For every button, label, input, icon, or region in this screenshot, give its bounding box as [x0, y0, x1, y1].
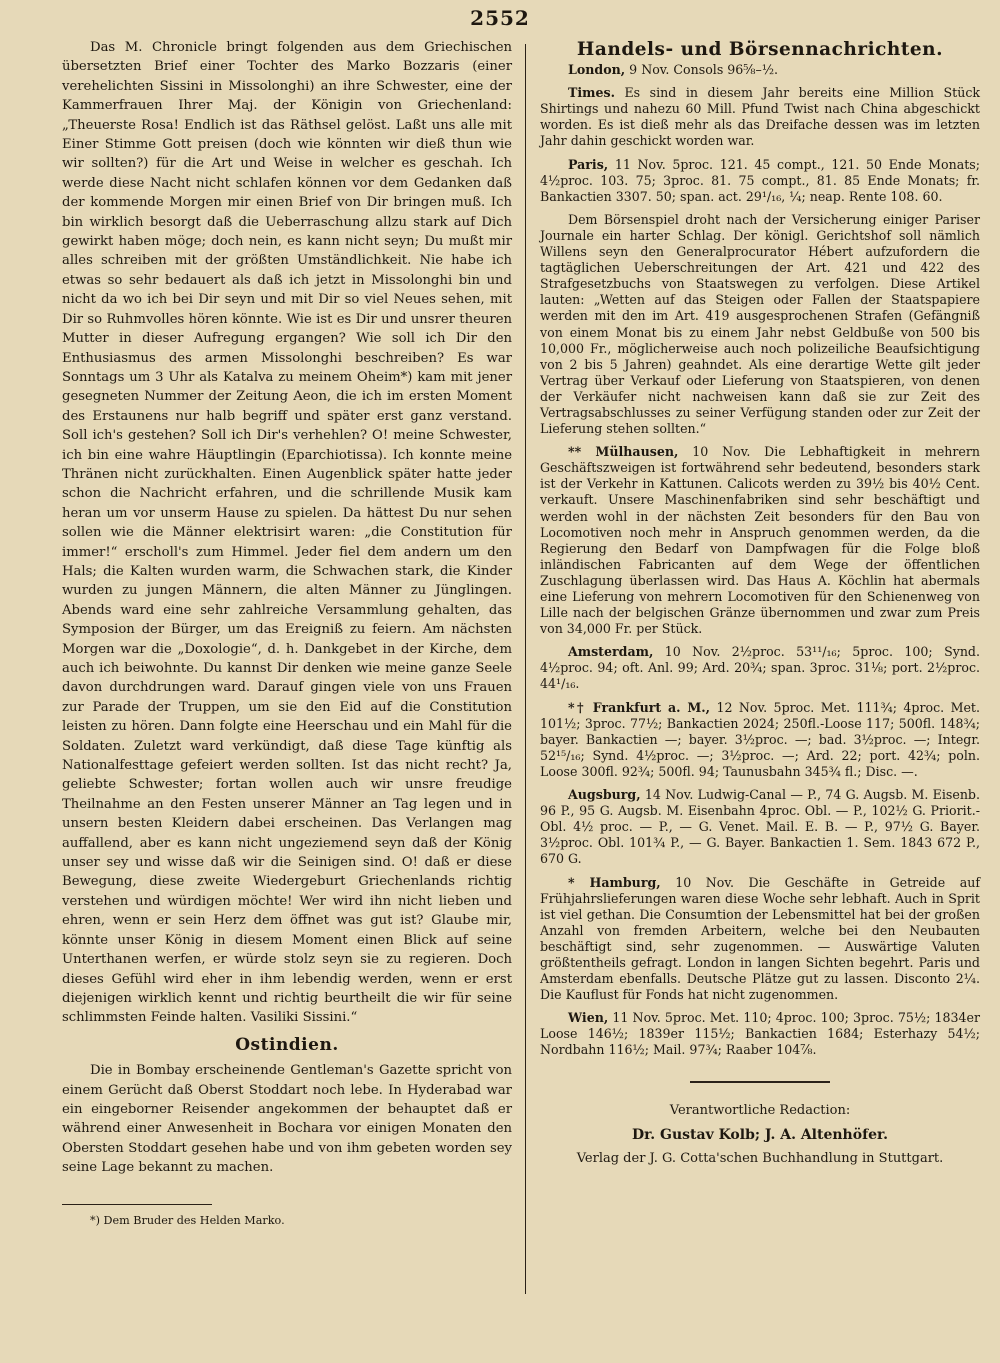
text-london: 9 Nov. Consols 96⅝–½. [625, 62, 779, 78]
imprint-rule [690, 1081, 830, 1083]
report-times [540, 85, 980, 149]
place-hamburg: * Hamburg, [568, 874, 661, 890]
report-frankfurt [540, 700, 980, 780]
report-wien [540, 1010, 980, 1058]
report-muelhausen [540, 444, 980, 637]
place-paris: Paris, [568, 156, 609, 172]
place-london: London, [568, 62, 626, 78]
text-hamburg: 10 Nov. Die Geschäfte in Getreide auf Frühjahrslieferungen waren diese Woche sehr lebhaft. Auch in Sprit ist viel gethan. Die Consumtion der Lebensmittel hat bei der großen Anzahl von fremden Arbeitern, welche bei den Neubauten beschäftigt sind, sehr zugenommen. — Auswärtige Valuten größtentheils gefragt. London in langen Sichten begehrt. Paris und Amsterdam ebenfalls. Deutsche Plätze gut zu lassen. Disconto 2¼. Die Kauflust für Fonds hat nicht zugenommen. [540, 874, 980, 1003]
report-amsterdam [540, 644, 980, 692]
text-wien: 11 Nov. 5proc. Met. 110; 4proc. 100; 3proc. 75½; 1834er Loose 146½; 1839er 115½; Bankactien 1684; Esterhazy 54½; Nordbahn 116½; Mail. 97¾; Raaber 104⅞. [540, 1010, 980, 1058]
text-times: Es sind in diesem Jahr bereits eine Million Stück Shirtings und nahezu 60 Mill. Pfund Twist nach China abgeschickt worden. Es ist dieß mehr als das Dreifache dessen was im letzten Jahr dahin geschickt worden war. [540, 85, 980, 149]
section-heading: Handels- und Börsennachrichten. [576, 39, 944, 60]
place-wien: Wien, [568, 1010, 609, 1026]
left-column [62, 38, 512, 1230]
report-london [540, 62, 980, 78]
place-frankfurt: *† Frankfurt a. M., [568, 699, 711, 715]
imprint-editors: Dr. Gustav Kolb; J. A. Altenhöfer. [632, 1126, 888, 1143]
column-divider [525, 44, 526, 1294]
imprint-label: Verantwortliche Redaction: [669, 1102, 851, 1118]
text-augsburg: 14 Nov. Ludwig-Canal — P., 74 G. Augsb. M. Eisenb. 96 P., 95 G. Augsb. M. Eisenbahn 4proc. Obl. — P., 102½ G. Priorit.-Obl. 4½ proc. — P., — G. Venet. Mail. E. B. — P., 97½ G. Bayer. 3½proc. Obl. 101¾ P., — G. Bayer. Bankactien 1. Sem. 1843 672 P., 670 G. [540, 787, 980, 867]
text-frankfurt: 12 Nov. 5proc. Met. 111¾; 4proc. Met. 101½; 3proc. 77½; Bankactien 2024; 250fl.-Loose 117; 500fl. 148¾; bayer. Bankactien —; bayer. 3½proc. —; bad. 3½proc. —; Integr. 52¹⁵/₁₆; Synd. 4½proc. —; 3½proc. —; Ard. 22; port. 42¾; poln. Loose 300fl. 92¾; 500fl. 94; Taunusbahn 345¾ fl.; Disc. —. [540, 699, 980, 779]
ostindien-article: Die in Bombay erscheinende Gentleman's Gazette spricht von einem Gerücht daß Oberst Stoddart noch lebe. In Hyderabad war ein eingeborner Reisender angekommen der behauptet daß er während einer Anwesenheit in Bochara vor einigen Monaten den Obersten Stoddart gesehen habe und von ihm gebeten worden sey seine Lage bekannt zu machen. [62, 1063, 512, 1176]
text-amsterdam: 10 Nov. 2½proc. 53¹¹/₁₆; 5proc. 100; Synd. 4½proc. 94; oft. Anl. 99; Ard. 20¾; span. 3proc. 31⅛; port. 2½proc. 44¹/₁₆. [540, 644, 980, 692]
report-augsburg [540, 787, 980, 867]
letter-article: Das M. Chronicle bringt folgenden aus dem Griechischen übersetzten Brief einer Tochter des Marko Bozzaris (einer verehelichten Sissini in Missolonghi) an ihre Schwester, eine der Kammerfrauen Ihrer Maj. der Königin von Griechenland: „Theuerste Rosa! Endlich ist das Räthsel gelöst. Laßt uns alle mit Einer Stimme Gott preisen (doch wie könnten wir dieß thun wie wir sollten?) für die Art und Weise in welcher es geschah. Ich werde diese Nacht nicht schlafen können vor dem Gedanken daß der kommende Morgen mir einen Brief von Dir bringen muß. Ich bin wirklich besorgt daß die Ueberraschung allzu stark auf Dich gewirkt haben möge; doch nein, es kann nicht seyn; Du mußt mir alles schreiben mit der größten Umständlichkeit. Nie habe ich etwas so sehr bedauert als daß ich jetzt in Missolonghi bin und nicht da wo ich bei Dir seyn und mit Dir so viel Neues sehen, mit Dir so Ruhmvolles hören könnte. Wie ist es Dir und unsrer theuren Mutter in dieser Aufregung ergangen? Wie soll ich Dir den Enthusiasmus des armen Missolonghi beschreiben? Es war Sonntags um 3 Uhr als Katalva zu meinem Oheim*) kam mit jener gesegneten Nummer der Zeitung Aeon, die ich im ersten Moment des Erstaunens nur halb begriff und später erst ganz verstand. Soll ich's gestehen? Soll ich Dir's verhehlen? O! meine Schwester, ich bin eine wahre Häuptlingin (Eparchiotissa). Ich konnte meine Thränen nicht zurückhalten. Einen Augenblick später hatte jeder schon die Nachricht erfahren, und die schrillende Musik kam heran um vor unserm Hause zu spielen. Da hättest Du nur sehen sollen wie die Männer elektrisirt waren: „die Constitution für immer!“ erscholl's zum Himmel. Jeder fiel dem andern um den Hals; die Kalten wurden warm, die Schwachen stark, die Kinder wurden zu jungen Männern, die alten Männer zu Jünglingen. Abends ward eine sehr zahlreiche Versammlung gehalten, das Symposion der Bürger, um das Ereigniß zu feiern. Am nächsten Morgen war die „Doxologie“, d. h. Dankgebet in der Kirche, dem auch ich beiwohnte. Du kannst Dir denken wie meine ganze Seele davon durchdrungen ward. Darauf gingen viele von uns Frauen zur Parade der Truppen, um sie den Eid auf die Constitution leisten zu hören. Dann folgte eine Heerschau und ein Mahl für die Soldaten. Zuletzt ward verkündigt, daß diese Tage künftig als Nationalfesttage gefeiert werden sollten. Ist das nicht recht? Ja, geliebte Schwester; fortan wollen auch wir unsre freudige Theilnahme an den Festen unserer Männer an Tag legen und in unsern besten Kleidern dabei erscheinen. Das Verlangen mag auffallend, aber es kann nicht ungeziemend seyn daß der König unser sey und wisse daß wir die Seinigen sind. O! daß er diese Bewegung, diese zweite Wiedergeburt Griechenlands richtig verstehen und würdigen möchte! Wer wird ihn nicht lieben und ehren, wenn er sein Herz dem öffnet was gut ist? Glaube mir, könnte unser König in diesem Moment einen Blick auf seine Unterthanen werfen, er würde stolz seyn sie zu regieren. Doch dieses Gefühl wird eher in ihm lebendig werden, wenn er erst diejenigen wirklich kennt und richtig beurtheilt die wir für seine schlimmsten Feinde halten. Vasiliki Sissini.“ [62, 40, 512, 1026]
text-muelhausen: 10 Nov. Die Lebhaftigkeit in mehrern Geschäftszweigen ist fortwährend sehr bedeutend, besonders stark ist der Verkehr in Kattunen. Calicots werden zu 39½ bis 40½ Cent. verkauft. Unsere Maschinenfabriken sind sehr beschäftigt und werden wohl in der nächsten Zeit besonders für den Bau von Locomotiven noch mehr in Anspruch genommen werden, da die Regierung den Bedarf von Dampfwagen für die Folge bloß inländischen Fabricanten auf dem Wege der öffentlichen Zuschlagung überlassen wird. Das Haus A. Köchlin hat abermals eine Lieferung von mehrern Locomotiven für den Schienenweg von Lille nach der belgischen Gränze übernommen und zwar zum Preis von 34,000 Fr. per Stück. [540, 444, 980, 637]
place-muelhausen: ** Mülhausen, [568, 444, 679, 460]
place-augsburg: Augsburg, [568, 787, 641, 803]
place-amsterdam: Amsterdam, [568, 644, 654, 660]
text-paris: 11 Nov. 5proc. 121. 45 compt., 121. 50 Ende Monats; 4½proc. 103. 75; 3proc. 81. 75 compt., 81. 85 Ende Monats; fr. Bankactien 3307. 50; span. act. 29¹/₁₆, ¼; neap. Rente 108. 60. [540, 156, 980, 204]
report-paris [540, 157, 980, 205]
ostindien-heading: Ostindien. [235, 1034, 339, 1055]
imprint-publisher: Verlag der J. G. Cotta'schen Buchhandlung in Stuttgart. [576, 1150, 944, 1166]
footnote: *) Dem Bruder des Helden Marko. [90, 1213, 285, 1227]
report-hamburg [540, 875, 980, 1004]
place-times: Times. [568, 85, 615, 101]
footnote-rule [62, 1204, 212, 1205]
page-number: 2552 [470, 6, 530, 30]
right-column [540, 38, 980, 1171]
report-boersenspiel: Dem Börsenspiel droht nach der Versicherung einiger Pariser Journale ein harter Schlag. Der königl. Gerichtshof soll nämlich Willens seyn den Generalprocurator Hébert aufzufordern die tagtäglichen Ueberschreitungen der Art. 421 und 422 des Strafgesetzbuchs von Staatswegen zu verfolgen. Diese Artikel lauten: „Wetten auf das Steigen oder Fallen der Staatspapiere werden mit den im Art. 419 ausgesprochenen Strafen (Gefängniß von einem Monat bis zu einem Jahr nebst Geldbuße von 500 bis 10,000 Fr., möglicherweise auch noch polizeiliche Beaufsichtigung von 2 bis 5 Jahren) geahndet. Als eine derartige Wette gilt jeder Vertrag über Verkauf oder Lieferung von Staatspieren, von denen der Verkäufer nicht nachweisen kann daß sie zur Zeit des Vertragsabschlusses zu seiner Verfügung standen oder zur Zeit der Lieferung stehen sollten.“ [540, 211, 980, 437]
